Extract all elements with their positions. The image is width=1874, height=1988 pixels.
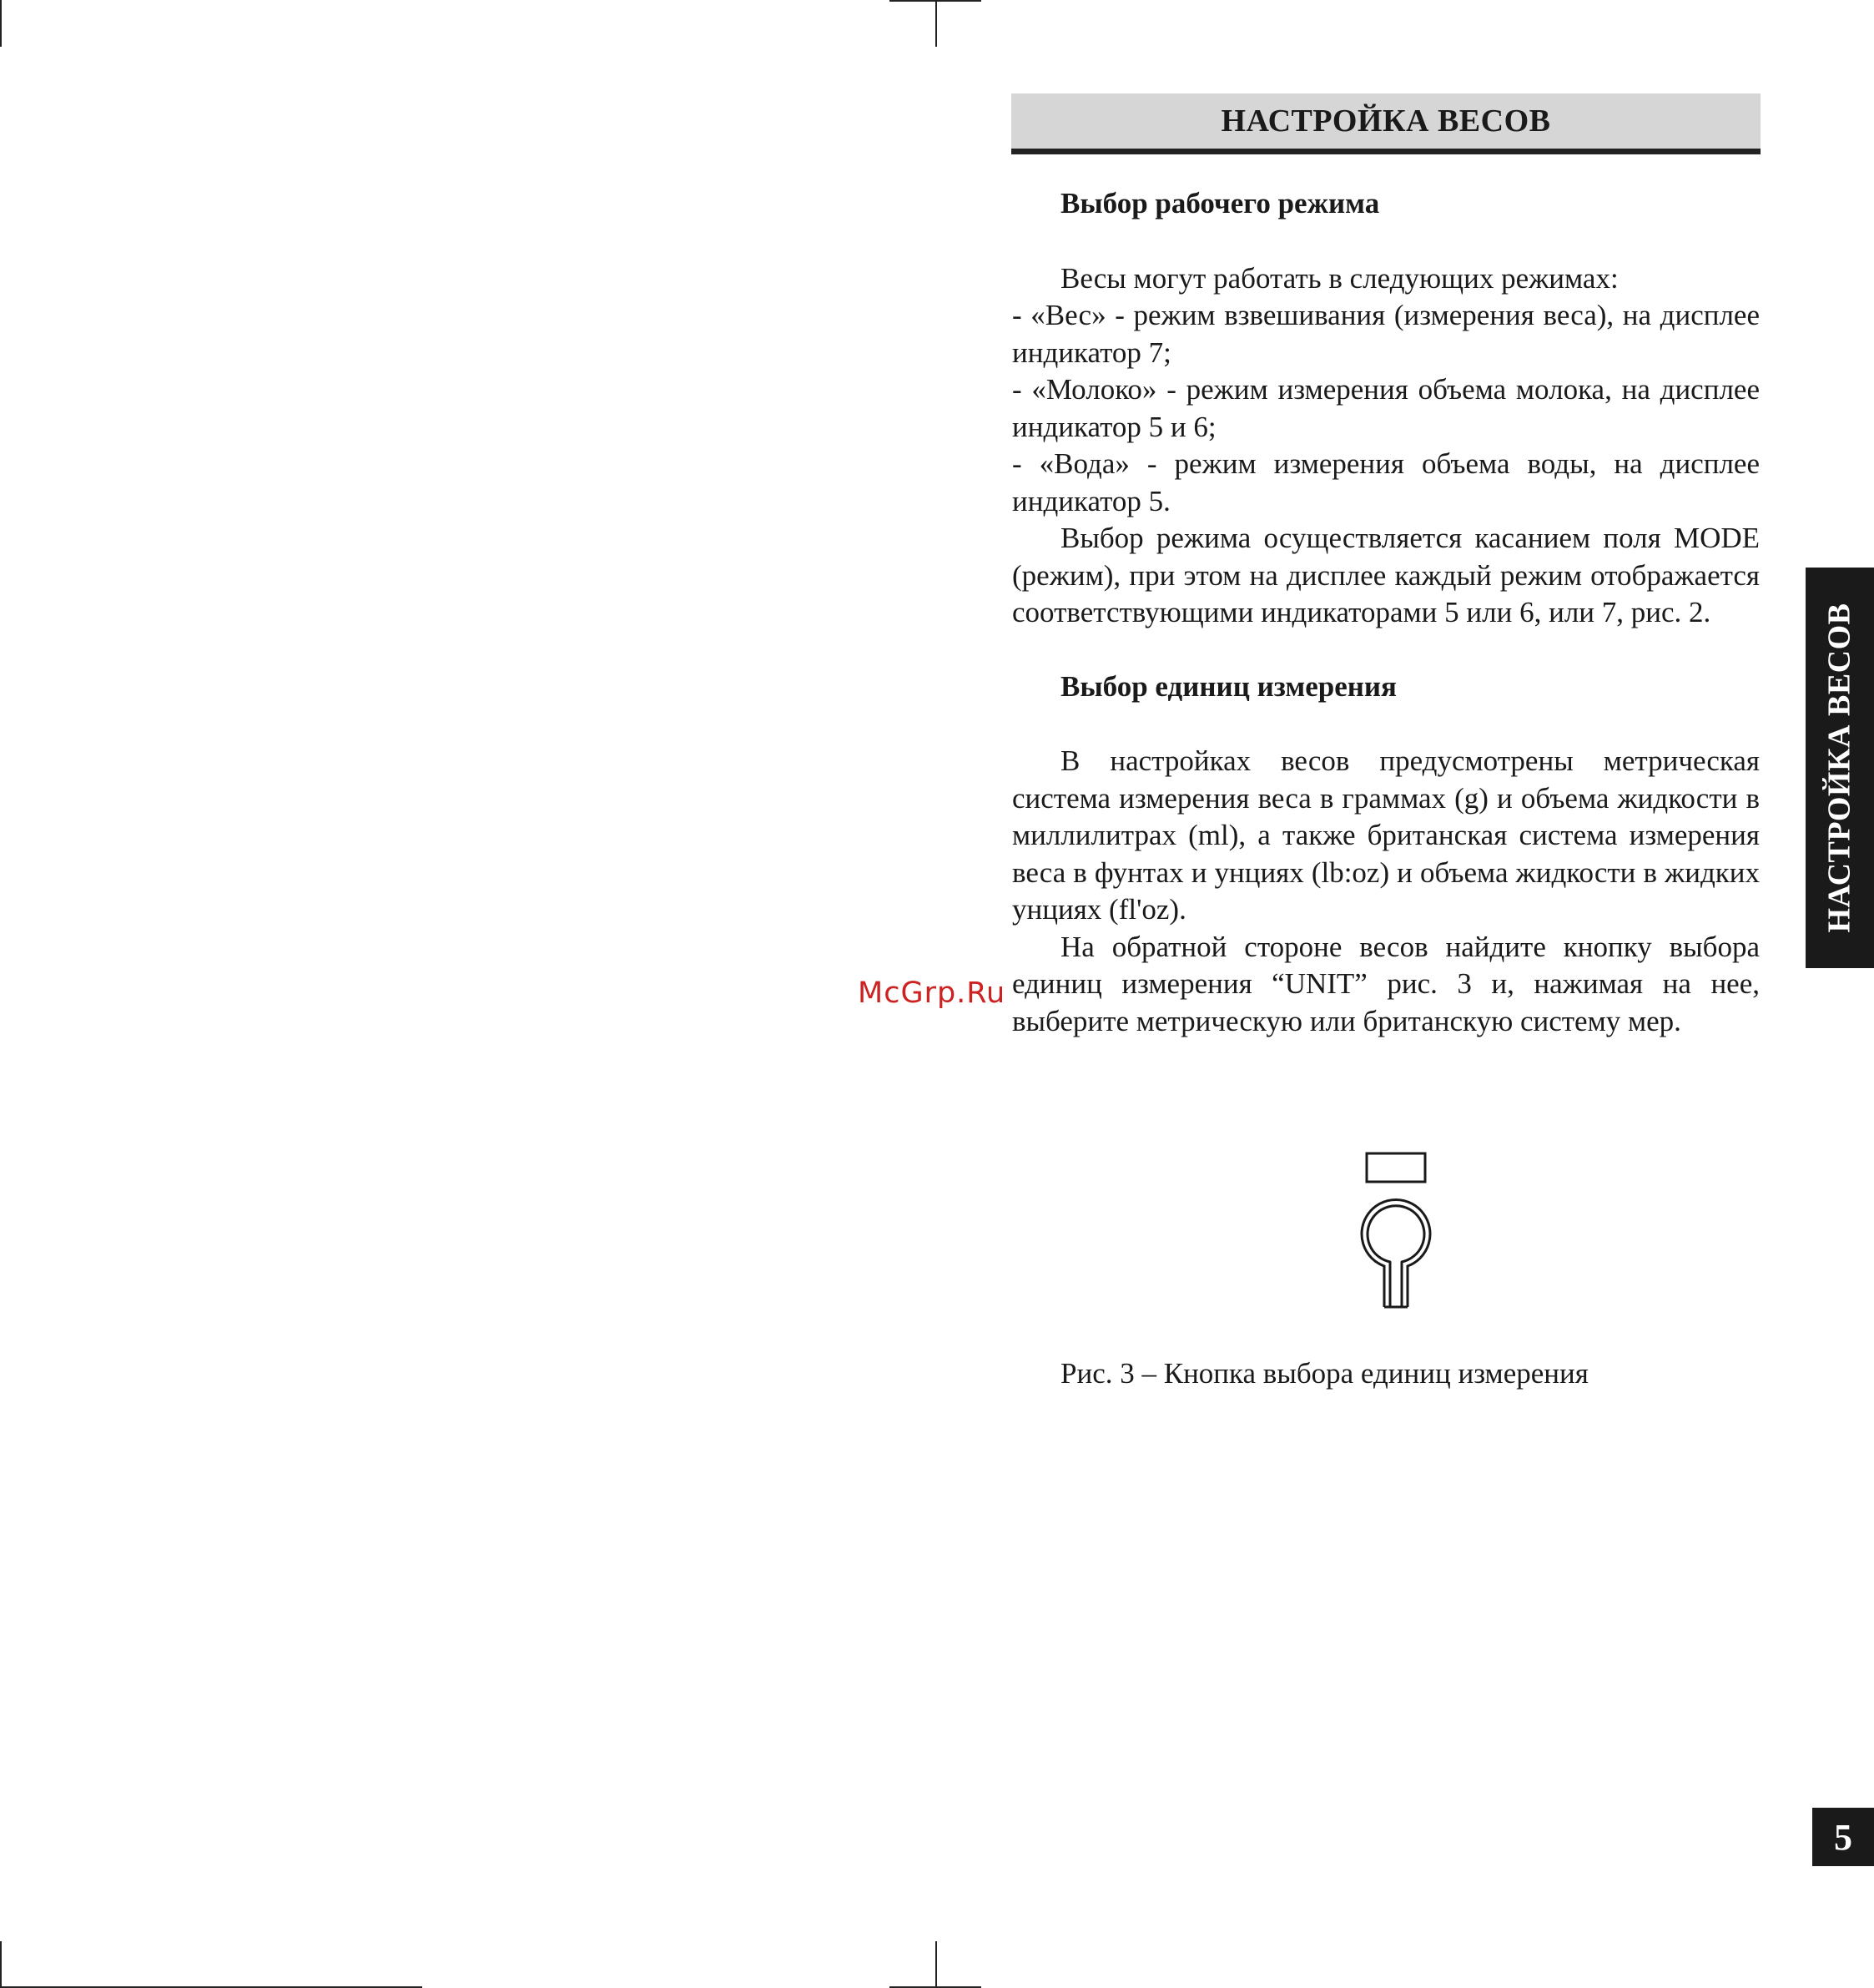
unit-button-icon xyxy=(1360,1152,1435,1310)
section1-heading: Выбор рабочего режима xyxy=(1060,187,1380,219)
section1-paragraph: Выбор режима осуществляется касанием поля MODE (режим), при этом на дисплее каждый режим отображается соответствующими индикаторами 5 или 6, или 7, рис. 2. xyxy=(1012,522,1760,628)
page-number: 5 xyxy=(1812,1808,1874,1866)
side-tab-label: НАСТРОЙКА ВЕСОВ xyxy=(1822,603,1858,933)
mode-item-water: - «Вода» - режим измерения объема воды, на дисплее индикатор 5. xyxy=(1012,447,1760,517)
section1-intro: Весы могут работать в следующих режимах: xyxy=(1060,261,1619,295)
section-header xyxy=(1011,93,1761,154)
crop-mark-top-center xyxy=(935,0,937,47)
mode-item-milk: - «Молоко» - режим измерения объема молока, на дисплее индикатор 5 и 6; xyxy=(1012,373,1760,443)
figure-caption: Рис. 3 – Кнопка выбора единиц измерения xyxy=(1060,1357,1589,1390)
section2-heading: Выбор единиц измерения xyxy=(1060,669,1397,703)
watermark: McGrp.Ru xyxy=(858,976,1006,1010)
section2-paragraph-2: На обратной стороне весов найдите кнопку выбора единиц измерения “UNIT” рис. 3 и, нажимая на нее, выберите метрическую или британскую систему мер. xyxy=(1012,930,1760,1037)
page-title: НАСТРОЙКА ВЕСОВ xyxy=(1221,103,1551,139)
main-content xyxy=(1012,185,1760,1040)
crop-mark-bottom-left xyxy=(0,1941,2,1988)
crop-mark-bottom-center xyxy=(935,1941,937,1988)
side-tab xyxy=(1806,568,1874,968)
crop-mark-top-left xyxy=(0,0,2,47)
mode-item-weight: - «Вес» - режим взвешивания (измерения веса), на дисплее индикатор 7; xyxy=(1012,299,1760,369)
section2-paragraph-1: В настройках весов предусмотрены метрическая система измерения веса в граммах (g) и объема жидкости в миллилитрах (ml), а также британская система измерения веса в фунтах и унциях (lb:oz) и объема жидкости в жидких унциях (fl'oz). xyxy=(1012,744,1760,926)
crop-mark-top-center-line xyxy=(889,0,981,2)
